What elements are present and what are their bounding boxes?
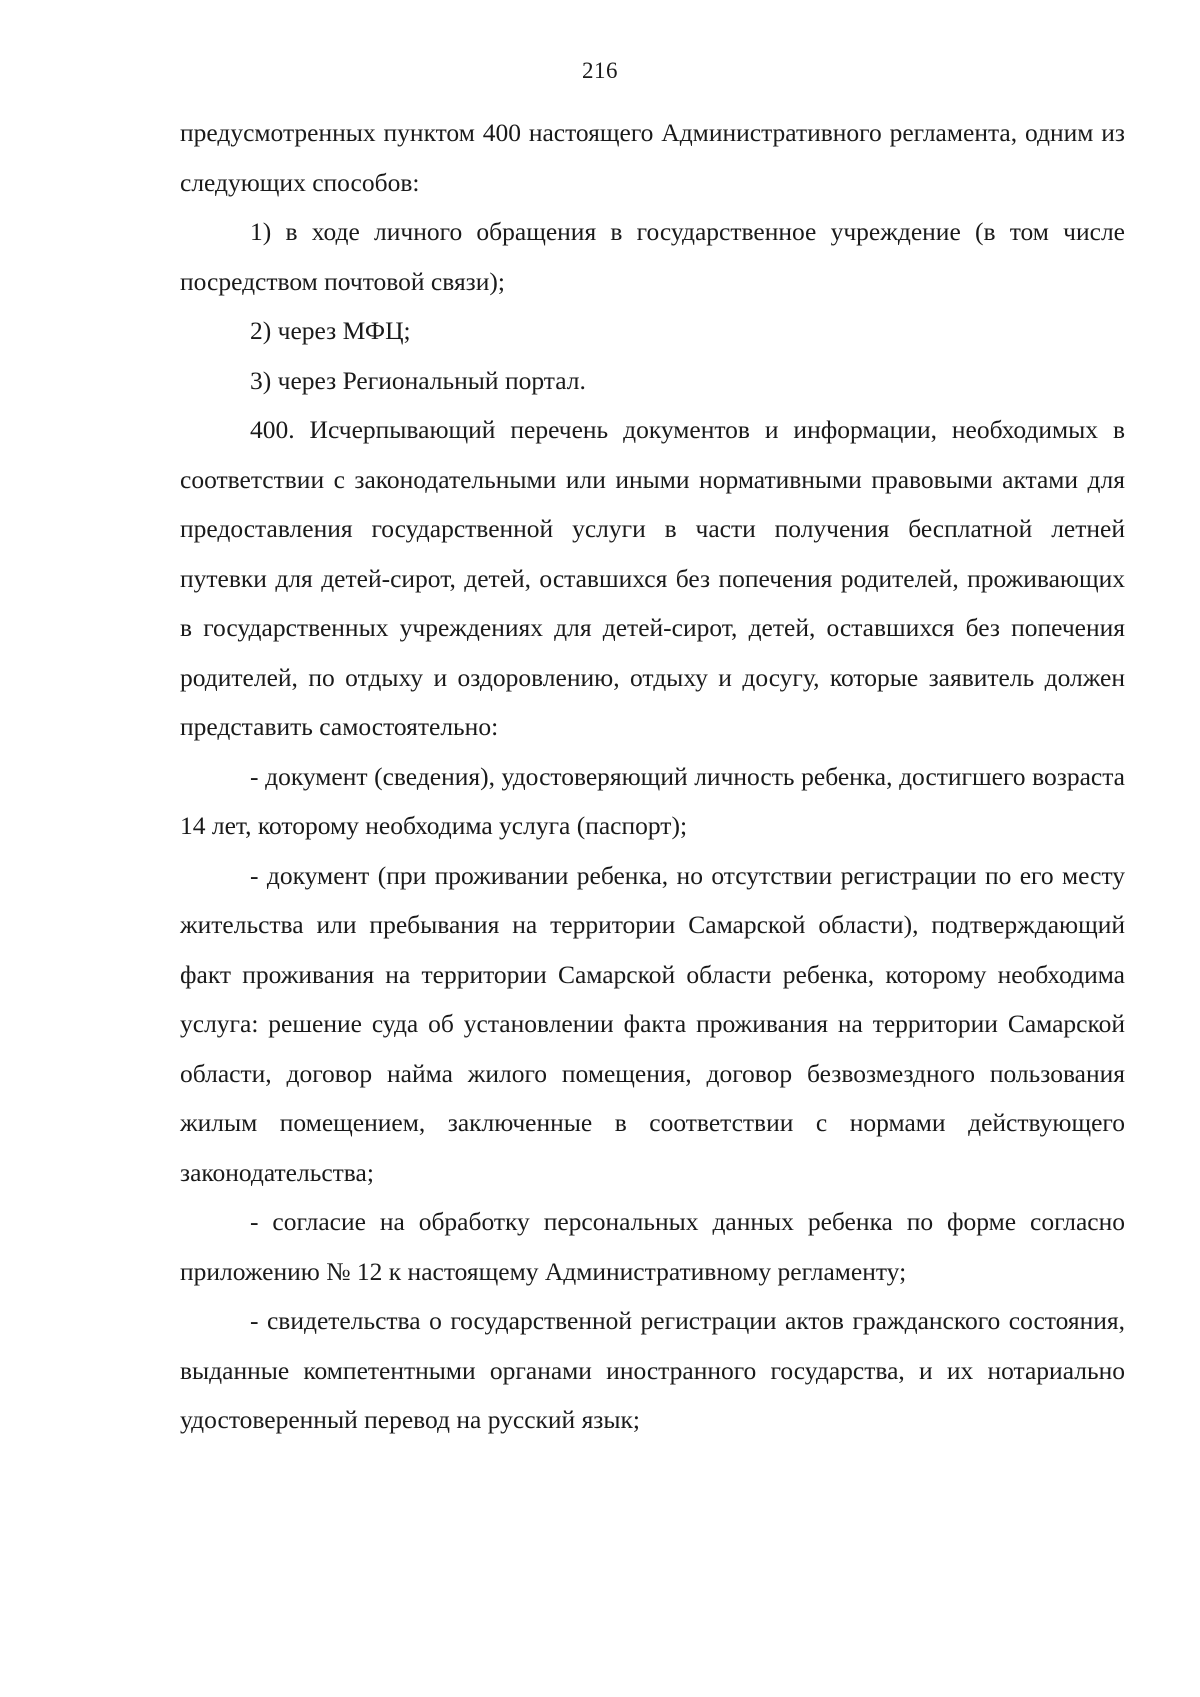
document-body [180,108,1125,1445]
list-item-personal-visit: 1) в ходе личного обращения в государственное учреждение (в том числе посредством почтовой связи); [180,217,1125,296]
paragraph-400: 400. Исчерпывающий перечень документов и информации, необходимых в соответствии с законодательными или иными нормативными правовыми актами для предоставления государственной услуги в части получения бесплатной летней путевки для детей-сирот, детей, оставшихся без попечения родителей, проживающих в государственных учреждениях для детей-сирот, детей, оставшихся без попечения родителей, по отдыху и оздоровлению, отдыху и досугу, которые заявитель должен представить самостоятельно: [180,415,1125,741]
list-item-civil-certificates: - свидетельства о государственной регистрации актов гражданского состояния, выданные компетентными органами иностранного государства, и их нотариально удостоверенный перевод на русский язык; [180,1306,1125,1434]
list-item-regional-portal: 3) через Региональный портал. [250,365,586,395]
paragraph-continuation: предусмотренных пунктом 400 настоящего Административного регламента, одним из следующих способов: [180,118,1125,197]
list-item-identity-document: - документ (сведения), удостоверяющий личность ребенка, достигшего возраста 14 лет, которому необходима услуга (паспорт); [180,761,1125,840]
list-item-data-consent: - согласие на обработку персональных данных ребенка по форме согласно приложению № 12 к настоящему Административному регламенту; [180,1207,1125,1286]
list-item-mfc: 2) через МФЦ; [250,316,411,345]
list-item-residence-document: - документ (при проживании ребенка, но отсутствии регистрации по его месту жительства или пребывания на территории Самарской области), подтверждающий факт проживания на территории Самарской области ребенка, которому необходима услуга: решение суда об установлении факта проживания на территории Самарской области, договор найма жилого помещения, договор безвозмездного пользования жилым помещением, заключенные в соответствии с нормами действующего законодательства; [180,860,1125,1187]
page-number: 216 [582,58,618,83]
